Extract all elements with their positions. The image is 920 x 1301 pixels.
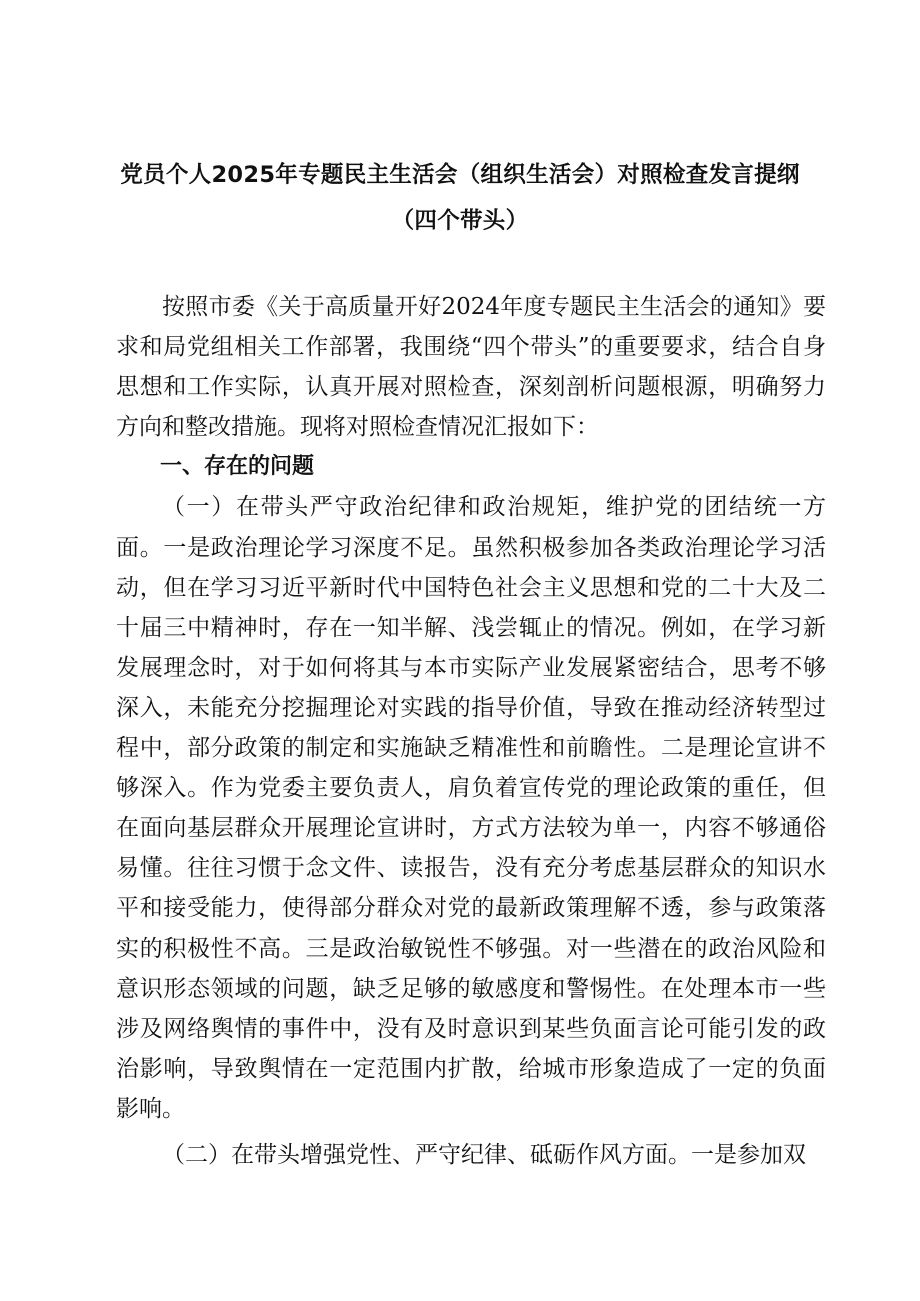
section-heading: 一、存在的问题 <box>160 454 315 480</box>
document-subtitle: （四个带头） <box>391 208 529 234</box>
intro-paragraph: 按照市委《关于高质量开好2024年度专题民主生活会的通知》要求和局党组相关工作部署，我围绕“四个带头”的重要要求，结合自身思想和工作实际，认真开展对照检查，深刻剖析问题根源，明确努力方向和整改措施。现将对照检查情况汇报如下： <box>116 294 826 441</box>
issue-paragraph-2: （二）在带头增强党性、严守纪律、砥砺作风方面。一是参加双 <box>162 1141 806 1168</box>
issue-paragraph-1: （一）在带头严守政治纪律和政治规矩，维护党的团结统一方面。一是政治理论学习深度不足。虽然积极参加各类政治理论学习活动，但在学习习近平新时代中国特色社会主义思想和党的二十大及二十届三中精神时，存在一知半解、浅尝辄止的情况。例如，在学习新发展理念时，对于如何将其与本市实际产业发展紧密结合，思考不够深入，未能充分挖掘理论对实践的指导价值，导致在推动经济转型过程中，部分政策的制定和实施缺乏精准性和前瞻性。二是理论宣讲不够深入。作为党委主要负责人，肩负着宣传党的理论政策的重任，但在面向基层群众开展理论宣讲时，方式方法较为单一，内容不够通俗易懂。往往习惯于念文件、读报告，没有充分考虑基层群众的知识水平和接受能力，使得部分群众对党的最新政策理解不透，参与政策落实的积极性不高。三是政治敏锐性不够强。对一些潜在的政治风险和意识形态领域的问题，缺乏足够的敏感度和警惕性。在处理本市一些涉及网络舆情的事件中，没有及时意识到某些负面言论可能引发的政治影响，导致舆情在一定范围内扩散，给城市形象造成了一定的负面影响。 <box>116 494 826 1122</box>
document-body <box>116 287 826 1175</box>
document-title: 党员个人2025年专题民主生活会（组织生活会）对照检查发言提纲 <box>120 162 800 188</box>
